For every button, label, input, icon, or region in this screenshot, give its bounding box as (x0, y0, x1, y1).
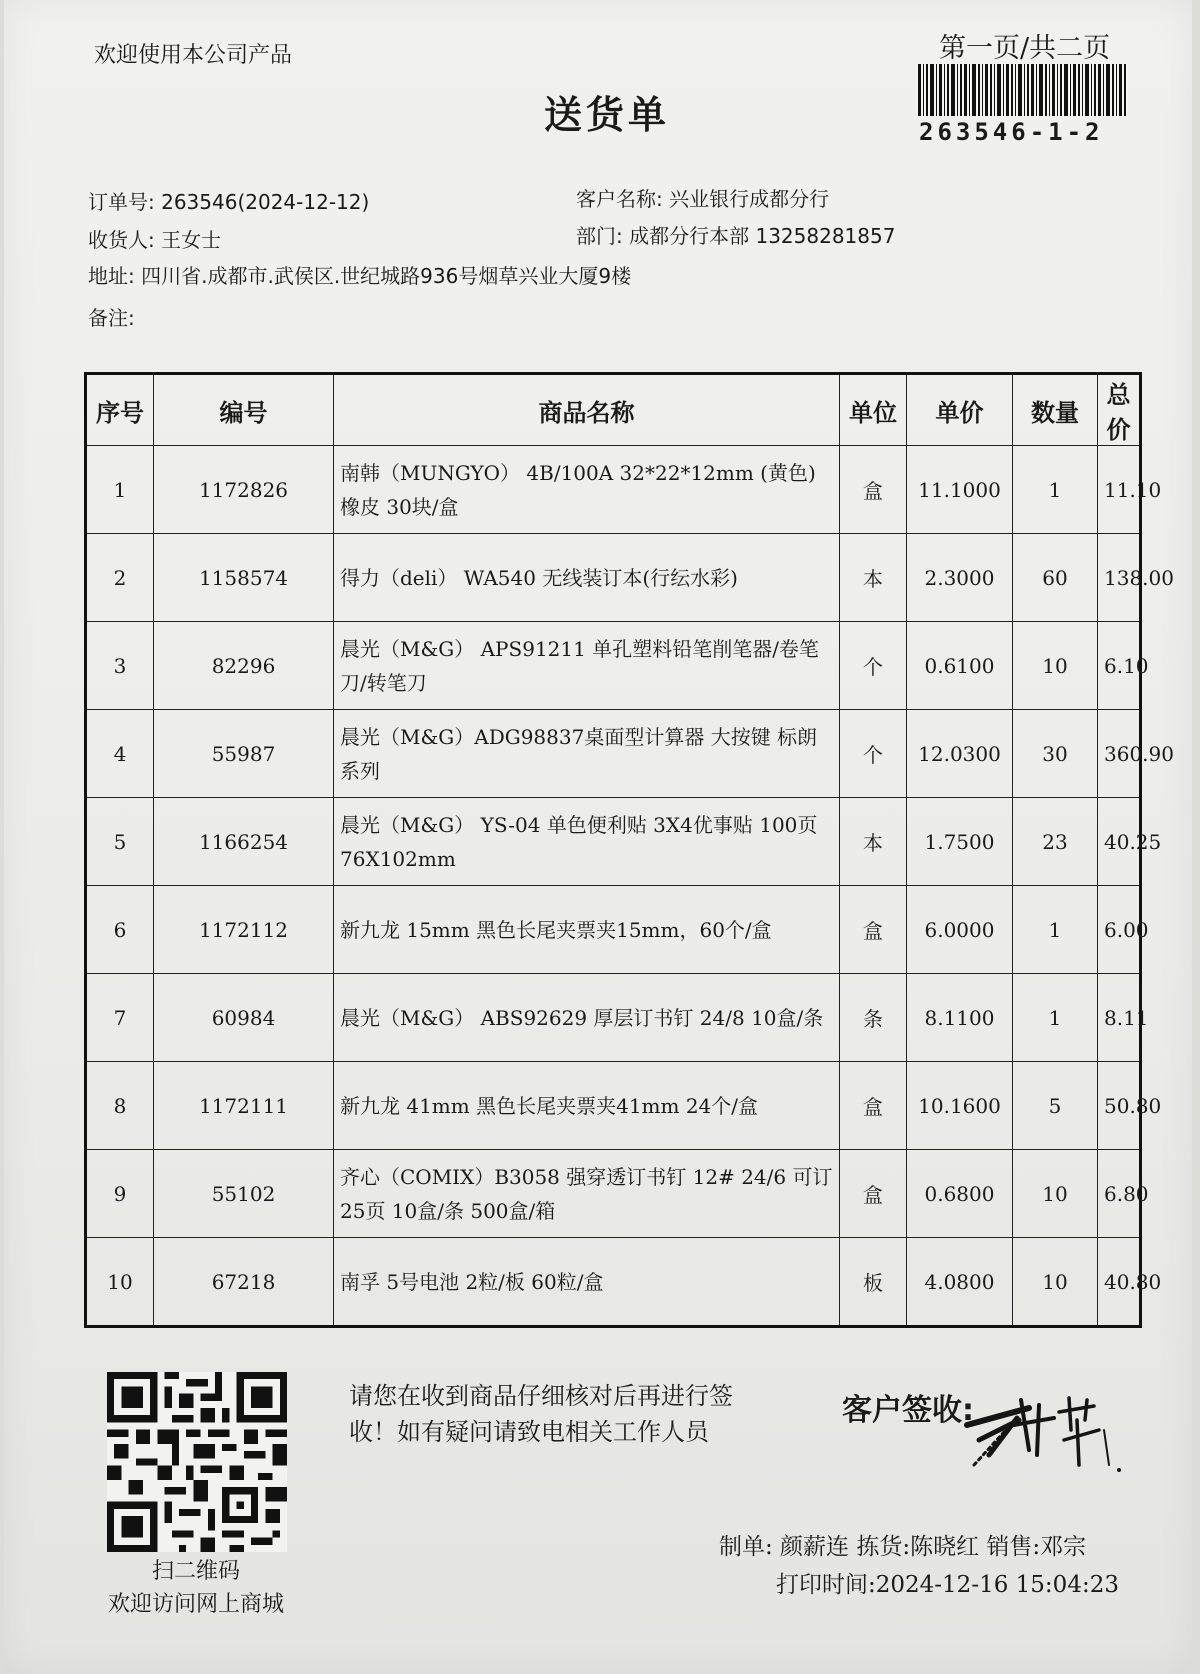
qr-caption (86, 1555, 306, 1621)
quantity-cell: 5 (1013, 1062, 1098, 1150)
column-header: 单价 (907, 374, 1013, 446)
welcome-text: 欢迎使用本公司产品 (94, 43, 293, 68)
seq-cell: 3 (86, 622, 154, 710)
items-table (84, 372, 1174, 1328)
order-no-row (88, 186, 369, 215)
unit-price-cell: 11.1000 (907, 446, 1013, 534)
total-price-cell: 6.80 (1098, 1150, 1141, 1238)
sign-notice: 请您在收到商品仔细核对后再进行签收！如有疑问请致电相关工作人员 (349, 1382, 733, 1446)
qr-caption-line-2: 欢迎访问网上商城 (107, 1592, 284, 1617)
barcode-image (916, 64, 1128, 116)
column-header: 单位 (840, 374, 907, 446)
staff-line: 制单: 颜薪连 拣货:陈晓红 销售:邓宗 (719, 1534, 1087, 1560)
seq-cell: 6 (86, 886, 154, 974)
unit-cell: 板 (840, 1238, 907, 1327)
code-cell: 1172826 (154, 446, 334, 534)
delivery-note-paper (4, 0, 1192, 1674)
table-row (86, 1062, 1141, 1150)
customer-value: 兴业银行成都分行 (669, 187, 830, 211)
quantity-cell: 60 (1013, 534, 1098, 622)
quantity-cell: 10 (1013, 622, 1098, 710)
qr-code-image (107, 1372, 287, 1552)
code-cell: 1172112 (154, 886, 334, 974)
product-name-cell: 晨光（M&G） YS-04 单色便利贴 3X4优事贴 100页 76X102mm (334, 798, 840, 886)
product-name-cell: 新九龙 41mm 黑色长尾夹票夹41mm 24个/盒 (334, 1062, 840, 1150)
column-header: 序号 (86, 374, 154, 446)
remark-row (88, 302, 135, 331)
customer-row (576, 183, 829, 212)
unit-cell: 个 (840, 622, 907, 710)
code-cell: 60984 (154, 974, 334, 1062)
table-row (86, 1238, 1141, 1327)
table-row (86, 622, 1141, 710)
seq-cell: 7 (86, 974, 154, 1062)
receiver-row (88, 224, 221, 253)
unit-price-cell: 6.0000 (907, 886, 1013, 974)
unit-cell: 本 (840, 534, 907, 622)
table-row (86, 446, 1141, 534)
quantity-cell: 10 (1013, 1150, 1098, 1238)
table-row (86, 534, 1141, 622)
table-row (86, 798, 1141, 886)
code-cell: 82296 (154, 622, 334, 710)
customer-sign-label: 客户签收: (842, 1393, 974, 1428)
seq-cell: 8 (86, 1062, 154, 1150)
unit-price-cell: 4.0800 (907, 1238, 1013, 1327)
product-name-cell: 南韩（MUNGYO） 4B/100A 32*22*12mm (黄色)橡皮 30块/盒 (334, 446, 840, 534)
column-header: 编号 (154, 374, 334, 446)
barcode-number: 263546-1-2 (919, 118, 1104, 146)
quantity-cell: 1 (1013, 446, 1098, 534)
seq-cell: 1 (86, 446, 154, 534)
address-row (88, 260, 631, 289)
quantity-cell: 30 (1013, 710, 1098, 798)
quantity-cell: 23 (1013, 798, 1098, 886)
dept-label: 部门: (576, 224, 623, 248)
total-price-cell: 11.10 (1098, 446, 1141, 534)
address-label: 地址: (88, 264, 135, 288)
column-header: 商品名称 (334, 374, 840, 446)
table-row (86, 1150, 1141, 1238)
unit-cell: 盒 (840, 1150, 907, 1238)
unit-cell: 个 (840, 710, 907, 798)
unit-price-cell: 0.6100 (907, 622, 1013, 710)
print-time: 打印时间:2024-12-16 15:04:23 (776, 1572, 1119, 1598)
unit-price-cell: 12.0300 (907, 710, 1013, 798)
product-name-cell: 南孚 5号电池 2粒/板 60粒/盒 (334, 1238, 840, 1327)
receiver-value: 王女士 (161, 228, 222, 252)
seq-cell: 4 (86, 710, 154, 798)
total-price-cell: 138.00 (1098, 534, 1141, 622)
column-header: 总价 (1098, 374, 1141, 446)
handwritten-signature (959, 1370, 1139, 1480)
total-price-cell: 6.10 (1098, 622, 1141, 710)
remark-label: 备注: (88, 306, 135, 330)
unit-cell: 盒 (840, 446, 907, 534)
unit-price-cell: 2.3000 (907, 534, 1013, 622)
product-name-cell: 晨光（M&G）ADG98837桌面型计算器 大按键 标朗系列 (334, 710, 840, 798)
page-info: 第一页/共二页 (939, 33, 1111, 64)
product-name-cell: 晨光（M&G） ABS92629 厚层订书钉 24/8 10盒/条 (334, 974, 840, 1062)
receiver-label: 收货人: (88, 228, 155, 252)
seq-cell: 2 (86, 534, 154, 622)
page-title: 送货单 (544, 93, 671, 137)
unit-cell: 条 (840, 974, 907, 1062)
dept-row (576, 220, 895, 249)
unit-price-cell: 10.1600 (907, 1062, 1013, 1150)
total-price-cell: 50.80 (1098, 1062, 1141, 1150)
quantity-cell: 1 (1013, 886, 1098, 974)
seq-cell: 5 (86, 798, 154, 886)
code-cell: 55102 (154, 1150, 334, 1238)
order-no-value: 263546(2024-12-12) (161, 190, 370, 214)
quantity-cell: 10 (1013, 1238, 1098, 1327)
code-cell: 1172111 (154, 1062, 334, 1150)
seq-cell: 10 (86, 1238, 154, 1327)
total-price-cell: 40.80 (1098, 1238, 1141, 1327)
code-cell: 55987 (154, 710, 334, 798)
unit-cell: 盒 (840, 886, 907, 974)
code-cell: 1158574 (154, 534, 334, 622)
table-header-row (86, 374, 1141, 446)
code-cell: 67218 (154, 1238, 334, 1327)
unit-cell: 本 (840, 798, 907, 886)
table-row (86, 886, 1141, 974)
table-row (86, 710, 1141, 798)
unit-price-cell: 0.6800 (907, 1150, 1013, 1238)
qr-caption-line-1: 扫二维码 (151, 1559, 240, 1584)
customer-label: 客户名称: (576, 187, 663, 211)
column-header: 数量 (1013, 374, 1098, 446)
quantity-cell: 1 (1013, 974, 1098, 1062)
product-name-cell: 新九龙 15mm 黑色长尾夹票夹15mm，60个/盒 (334, 886, 840, 974)
product-name-cell: 得力（deli） WA540 无线装订本(行纭水彩) (334, 534, 840, 622)
total-price-cell: 40.25 (1098, 798, 1141, 886)
total-price-cell: 8.11 (1098, 974, 1141, 1062)
table-row (86, 974, 1141, 1062)
address-value: 四川省.成都市.武侯区.世纪城路936号烟草兴业大厦9楼 (141, 264, 632, 288)
total-price-cell: 6.00 (1098, 886, 1141, 974)
seq-cell: 9 (86, 1150, 154, 1238)
total-price-cell: 360.90 (1098, 710, 1141, 798)
unit-cell: 盒 (840, 1062, 907, 1150)
code-cell: 1166254 (154, 798, 334, 886)
dept-value: 成都分行本部 13258281857 (629, 224, 896, 248)
unit-price-cell: 8.1100 (907, 974, 1013, 1062)
order-no-label: 订单号: (88, 190, 155, 214)
product-name-cell: 晨光（M&G） APS91211 单孔塑料铅笔削笔器/卷笔刀/转笔刀 (334, 622, 840, 710)
product-name-cell: 齐心（COMIX）B3058 强穿透订书钉 12# 24/6 可订25页 10盒/条 500盒/箱 (334, 1150, 840, 1238)
unit-price-cell: 1.7500 (907, 798, 1013, 886)
